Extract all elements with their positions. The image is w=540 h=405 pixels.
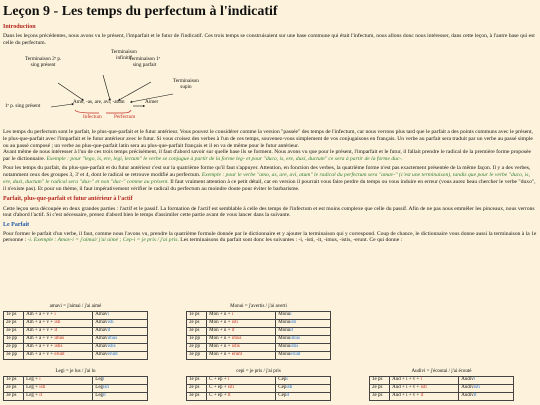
arrow-1p-present [51,104,73,107]
example-1: Exemple : pour "lego, is, ere, legi, lectum" le verbe se conjugue à partir de la forme leg- et pour "duco, is, ere, duxi, ductum" ce sera à partir de la forme duc-. [46,156,403,163]
formation-cell: Am + a + v + istis [24,344,93,352]
label-terminaison-1p: Terminaison 1ᵉ sing parfait [129,56,161,68]
table-row [370,377,514,385]
formation-cell: C + ep + it [207,393,276,401]
table-row [187,328,331,336]
formation-cell: Aud + i + v + i [390,377,459,385]
formation-cell: Mon + u + i [207,312,276,320]
table-row [187,312,331,320]
table-row [187,377,331,385]
label-aimer: Aimer [145,99,159,106]
label-1p-sing-present: 1ᵉ p. sing présent [5,103,41,110]
page-title: Leçon 9 - Les temps du perfectum à l'indicatif [3,4,278,19]
body-paragraph-1: Les temps du perfectum sont le parfait, le plus-que-parfait et le futur antérieur. Vous pouvez le considérer comme la version "passée" des temps de l'infectum, car nous verrons plus tard que le parfait a des points communs avec le présent, le plus-que-parfait avec l'imparfait et le futur antérieur avec le futur. Si vous croisez des verbes à l'un de ces temps, souvenez-vous simplement de vos conjugaisons en français. Un verbe au parfait sera traduit par un verbe au passé simple ou au passé composé ; un verbe au plus-que-parfait latin sera au plus-que-parfait français et il en va de même pour le futur antérieur. Avant même de nous intéresser à l'un de ces trois temps précisément, il faut d'abord savoir sur quelle base ils se forment. Nous avons vu que pour le présent, l'imparfait et le futur, il fallait prendre le radical de la première forme proposée par le dictionnaire. Exemple : pour "lego, is, ere, legi, lectum" le verbe se conjugue à partir de la forme leg- et pour "duco, is, ere, duxi, ductum" ce sera à partir de la forme duc-. [3,129,533,163]
result-cell: Amaverunt [93,352,148,360]
arrow-infinitif [103,75,110,100]
table-row [4,320,148,328]
person-cell: 2e ps [187,320,207,328]
intro-paragraph: Dans les leçons précédentes, nous avons vu le présent, l'imparfait et le futur de l'indicatif. Ces trois temps se construisaient sur une base commune qui était l'infectum, nous allons donc nous intéresser, dans cette leçon, à l'autre base qui est celle du perfectum. [3,33,535,47]
result-cell: Amavistis [93,344,148,352]
result-cell: Cepi [276,377,331,385]
result-cell: Monuimus [276,336,331,344]
person-cell: 1e ps [4,312,24,320]
conjugation-table [369,369,514,401]
table-row [187,393,331,401]
conjugation-table [3,304,148,360]
bracket-infectum [75,110,99,113]
table-caption: amavi = j'aimai / j'ai aimé [49,304,102,310]
person-cell: 3e ps [187,393,207,401]
table-row [4,385,148,393]
table-caption: Monui = j'avertis / j'ai averti [230,304,287,310]
result-cell: Monuistis [276,344,331,352]
table-row [4,393,148,401]
result-cell: Amavit [93,328,148,336]
result-cell: Monui [276,312,331,320]
formation-cell: Aud + i + v + isti [390,385,459,393]
section-paragraph-actif: Cette leçon sera découpée en deux grandes parties : l'actif et le passif. La formation de l'actif est semblable à celle des temps de l'infectum et est moins complexe que celle du passif. Afin de ne pas nous emmêler les pinceaux, nous verrons tout d'abord l'actif. Si c'est nécessaire, prenez d'abord bien le temps d'assimiler cette partie avant de vous lancer dans la suivante. [3,205,535,219]
body-paragraph-2: Pour les temps du parfait, du plus-que-parfait et du futur antérieur c'est sur la quatrième forme qu'il faut s'appuyer. Attention, en fonction des verbes, la quatrième forme n'est pas exactement présentée de la même façon. Il y a des verbes, notamment ceux des groupes 3, 3' et 4, dont le radical se retrouve modifié au perfectum. Exemple : pour le verbe "amo, as, are, avi, atum" le radical du perfectum sera "amav-" (c'est une terminaison), tandis que pour le verbe "duco, is, ere, duxi, ductum" le radical sera "dux-" et non "duc-" comme au présent. Il faut vraiment attention à ce petit détail, car en version il pourrait vous faire perdre du temps ou vous induire en erreur (vous aurez beau chercher le verbe "duxo", il n'existe pas). Et pour un thème, il faut impérativement vérifier le radical du perfectum au moindre doute pour éviter le barbarisme. [3,165,536,192]
table-row [187,344,331,352]
result-cell: Legit [93,393,148,401]
person-cell: 1e pp [4,336,24,344]
formation-cell: Am + a + v + isti [24,320,93,328]
person-cell: 3e ps [187,328,207,336]
table-row [187,336,331,344]
person-cell: 3e pp [187,352,207,360]
person-cell: 1e ps [187,312,207,320]
table-row [370,385,514,393]
table-row [4,344,148,352]
person-cell: 2e pp [4,344,24,352]
label-terminaison-infinitif: Terminaison infinitif [111,49,137,61]
result-cell: Amavimus [93,336,148,344]
label-terminaison-supin: Terminaison supin [173,78,199,90]
parfait-heading: Le Parfait [3,222,30,229]
parfait-example: -i. Exemple : Amav-i = j'aimai/ j'ai aimé ; Cep-i = je pris / j'ai pris. [27,237,179,244]
result-cell: Monuerunt [276,352,331,360]
result-cell: Audivi [459,377,514,385]
person-cell: 3e ps [4,328,24,336]
table-row [187,385,331,393]
formation-cell: Mon + u + imus [207,336,276,344]
person-cell: 1e ps [370,377,390,385]
formation-cell: Leg + isti [24,385,93,393]
section-heading-actif: Parfait, plus-que-parfait et futur antérieur à l'actif [3,196,133,203]
table-row [4,336,148,344]
result-cell: Audivisti [459,385,514,393]
bracket-perfectum [106,110,131,113]
result-cell: Amavisti [93,320,148,328]
intro-heading: Introduction [3,24,36,31]
result-cell: Legisti [93,385,148,393]
formation-cell: Am + a + v + erunt [24,352,93,360]
label-center-form: Amo, -as, are, avi, -atum [73,99,125,106]
result-cell: Cepit [276,393,331,401]
arrow-2p [58,83,83,100]
table-caption: Audivi = j'écoutai / j'ai écouté [411,369,472,375]
formation-cell: Mon + u + erunt [207,352,276,360]
person-cell: 3e ps [370,393,390,401]
formation-cell: Mon + u + istis [207,344,276,352]
table-row [4,377,148,385]
conjugation-tables-bottom [3,369,537,405]
conjugation-table [186,304,331,360]
result-cell: Monuisti [276,320,331,328]
person-cell: 3e ps [4,393,24,401]
result-cell: Amavi [93,312,148,320]
label-perfectum: Perfectum [114,114,136,121]
result-cell: Audivit [459,393,514,401]
person-cell: 2e ps [187,385,207,393]
person-cell: 1e pp [187,336,207,344]
table-row [187,352,331,360]
verb-forms-diagram [3,49,540,127]
conjugation-table [186,369,331,401]
person-cell: 2e pp [187,344,207,352]
label-infectum: Infectum [83,114,102,121]
formation-cell: Mon + u + isti [207,320,276,328]
person-cell: 1e ps [187,377,207,385]
label-terminaison-2p: Terminaison 2ᵉ p. sing présent [25,56,62,68]
conjugation-tables-top [3,304,537,362]
table-row [4,312,148,320]
table-caption: Legi = je lus / j'ai lu [55,369,96,375]
formation-cell: Am + a + v + it [24,328,93,336]
result-cell: Cepisti [276,385,331,393]
person-cell: 2e ps [370,385,390,393]
example-2: Exemple : pour le verbe "amo, as, are, avi, atum" le radical du perfectum sera "amav-" (c'est une terminaison), tandis que pour le verbe "duco, is, ere, duxi, ductum" le radical sera "dux-" et non "duc-" comme au présent. [3,171,530,185]
person-cell: 3e pp [4,352,24,360]
table-row [4,328,148,336]
person-cell: 2e ps [4,385,24,393]
formation-cell: Leg + it [24,393,93,401]
result-cell: Legi [93,377,148,385]
formation-cell: Leg + i [24,377,93,385]
person-cell: 1e ps [4,377,24,385]
arrow-1p-parfait [119,82,151,100]
table-row [187,320,331,328]
formation-cell: Aud + i + v + it [390,393,459,401]
formation-cell: C + ep + i [207,377,276,385]
result-cell: Monuit [276,328,331,336]
conjugation-table [3,369,148,401]
table-caption: cepi = je pris / j'ai pris [236,369,281,375]
table-row [370,393,514,401]
formation-cell: C + ep + isti [207,385,276,393]
person-cell: 2e ps [4,320,24,328]
formation-cell: Am + a + v + i [24,312,93,320]
formation-cell: Mon + u + it [207,328,276,336]
table-row [4,352,148,360]
parfait-paragraph: Pour former le parfait d'un verbe, il faut, comme nous l'avons vu, prendre la quatrième formule donnée par le dictionnaire et y ajouter la terminaison qui y correspond. Coup de chance, le dictionnaire vous donne aussi la terminaison à la 1e personne : -i. Exemple : Amav-i = j'aimai/ j'ai aimé ; Cep-i = je pris / j'ai pris. Les terminaisons du parfait sont donc les suivantes : -i, -isti, -it, -imus, -istis, -erunt. Ce qui donne : [3,230,537,244]
formation-cell: Am + a + v + imus [24,336,93,344]
